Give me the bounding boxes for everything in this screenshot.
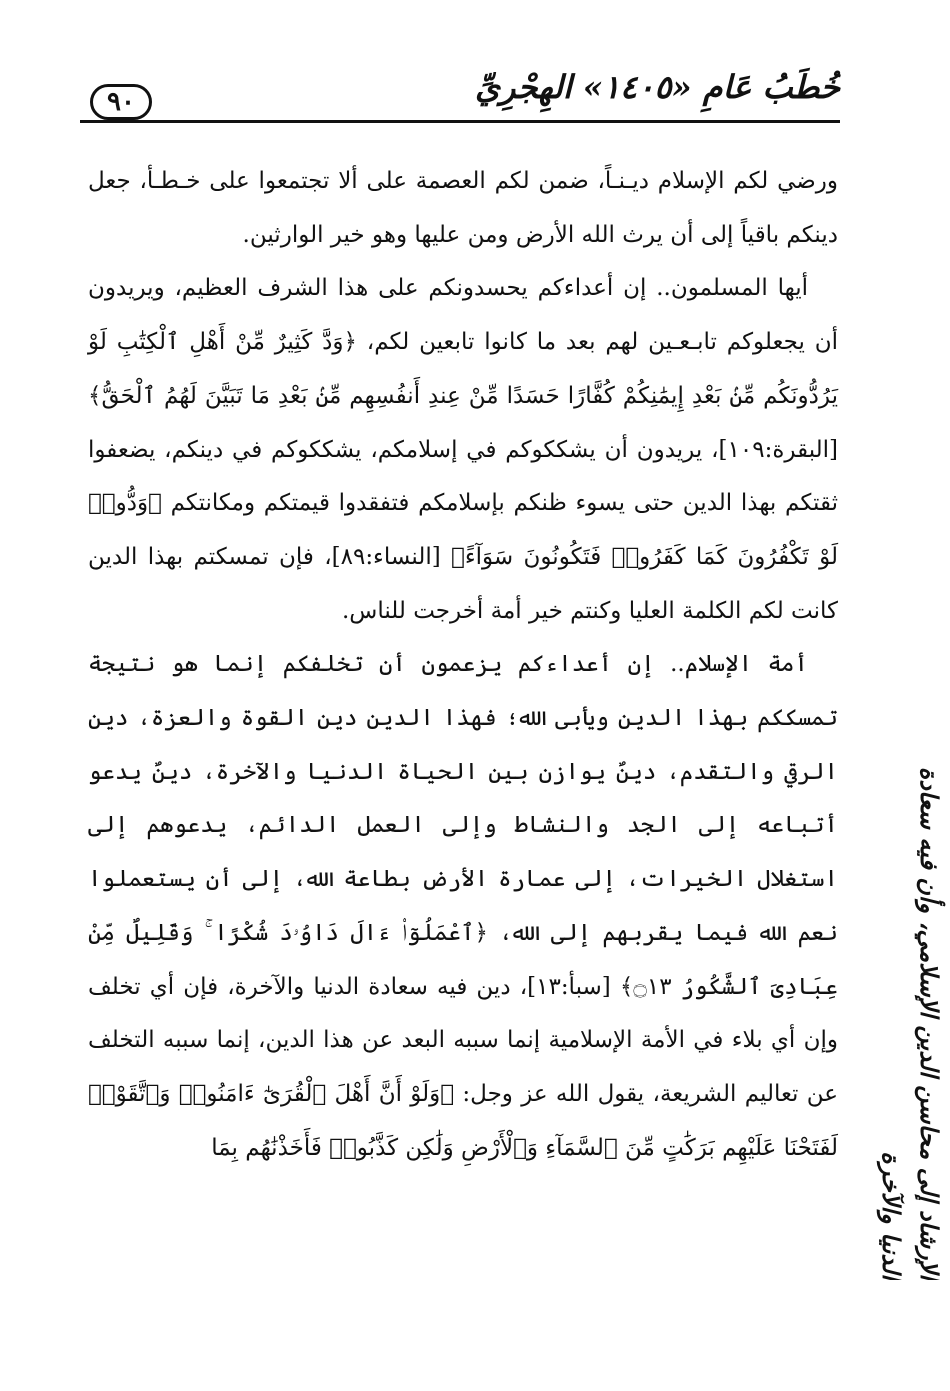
page-number: ٩٠ [90, 84, 152, 120]
quran-verse-saba: ﴿ٱعْمَلُوٓا۟ ءَالَ دَاوُۥدَ شُكْرًا ۚ وَقَلِيلٌ مِّنْ عِبَادِىَ ٱلشَّكُورُ ۝١٣﴾ [88, 919, 838, 1000]
paragraph-1 [88, 155, 838, 262]
side-note-text: الإرشاد إلى محاسن الدين الإسلامي، وأن فيه سعادة الدنيا والآخرة [877, 766, 944, 1280]
paragraph-2 [88, 262, 838, 638]
header-rule [80, 120, 840, 123]
paragraph-2-text-b: يريدون أن يشككوكم في إسلامكم، يشككوكم في دينكم، يضعفوا ثقتكم بهذا الدين حتى يسوء ظنكم بإسلامكم فتفقدوا قيمتكم ومكانتكم [88, 436, 839, 517]
paragraph-3 [88, 638, 838, 1175]
body-text [88, 155, 838, 1175]
quran-verse-baqarah: ﴿وَدَّ كَثِيرٌ مِّنْ أَهْلِ ٱلْكِتَٰبِ لَوْ يَرُدُّونَكُم مِّنۢ بَعْدِ إِيمَٰنِكُمْ كُفَّارًا حَسَدًا مِّنْ عِندِ أَنفُسِهِم مِّنۢ بَعْدِ مَا تَبَيَّنَ لَهُمُ ٱلْحَقُّ﴾ [88, 329, 838, 409]
verse-reference-baqarah: [البقرة:١٠٩]، [711, 436, 839, 463]
verse-reference-saba: [سبأ:١٣]، [519, 973, 611, 1000]
side-note [848, 720, 948, 1280]
page-header [80, 60, 840, 120]
paragraph-2-text-c: فإن تمسكتم بهذا الدين كانت لكم الكلمة العليا وكنتم خير أمة أخرجت للناس. [88, 543, 838, 624]
quran-verse-nisa: ﴿وَدُّوا۟ لَوْ تَكْفُرُونَ كَمَا كَفَرُوا۟ فَتَكُونُونَ سَوَآءً﴾ [88, 490, 839, 570]
running-title: خُطَبُ عَامِ «١٤٠٥» الهِجْرِيِّ [474, 68, 840, 106]
verse-reference-nisa: [النساء:٨٩]، [324, 543, 441, 570]
paragraph-2-text-a: أيها المسلمون.. إن أعداءكم يحسدونكم على هذا الشرف العظيم، ويريدون أن يجعلوكم تابـعـين لهم بعد ما كانوا تابعين لكم، [88, 275, 839, 356]
paragraph-3-text-b: دين فيه سعادة الدنيا والآخرة، فإن أي تخلف وإن أي بلاء في الأمة الإسلامية إنما سببه البعد عن هذا الدين، إنما سببه التخلف عن تعاليم الشريعة، يقول الله عز وجل: [88, 973, 838, 1107]
paragraph-3-text-a: أمة الإسلام.. إن أعداءكم يزعمون أن تخلفكم إنما هو نتيجة تمسككم بهذا الدين ويأبى الله؛ فهذا الدين دين القوة والعزة، دين الرقي والتقدم، دينٌ يوازن بين الحياة الدنيا والآخرة، دينٌ يدعو أتباعه إلى الجد والنشاط وإلى العمل الدائم، يدعوهم إلى استغلال الخيرات، إلى عمارة الأرض بطاعة الله، إلى أن يستعملوا نعم الله فيما يقربهم إلى الله، [88, 651, 838, 946]
paragraph-1-text: ورضي لكم الإسلام ديـنـاً، ضمن لكم العصمة على ألا تجتمعوا على خـطـأ، جعل دينكم باقياً إلى أن يرث الله الأرض ومن عليها وهو خير الوارثين. [88, 168, 838, 248]
quran-verse-araf: ﴿وَلَوْ أَنَّ أَهْلَ ٱلْقُرَىٰٓ ءَامَنُوا۟ وَٱتَّقَوْا۟ لَفَتَحْنَا عَلَيْهِم بَرَكَٰتٍ مِّنَ ٱلسَّمَآءِ وَٱلْأَرْضِ وَلَٰكِن كَذَّبُوا۟ فَأَخَذْنَٰهُم بِمَا [88, 1080, 838, 1161]
